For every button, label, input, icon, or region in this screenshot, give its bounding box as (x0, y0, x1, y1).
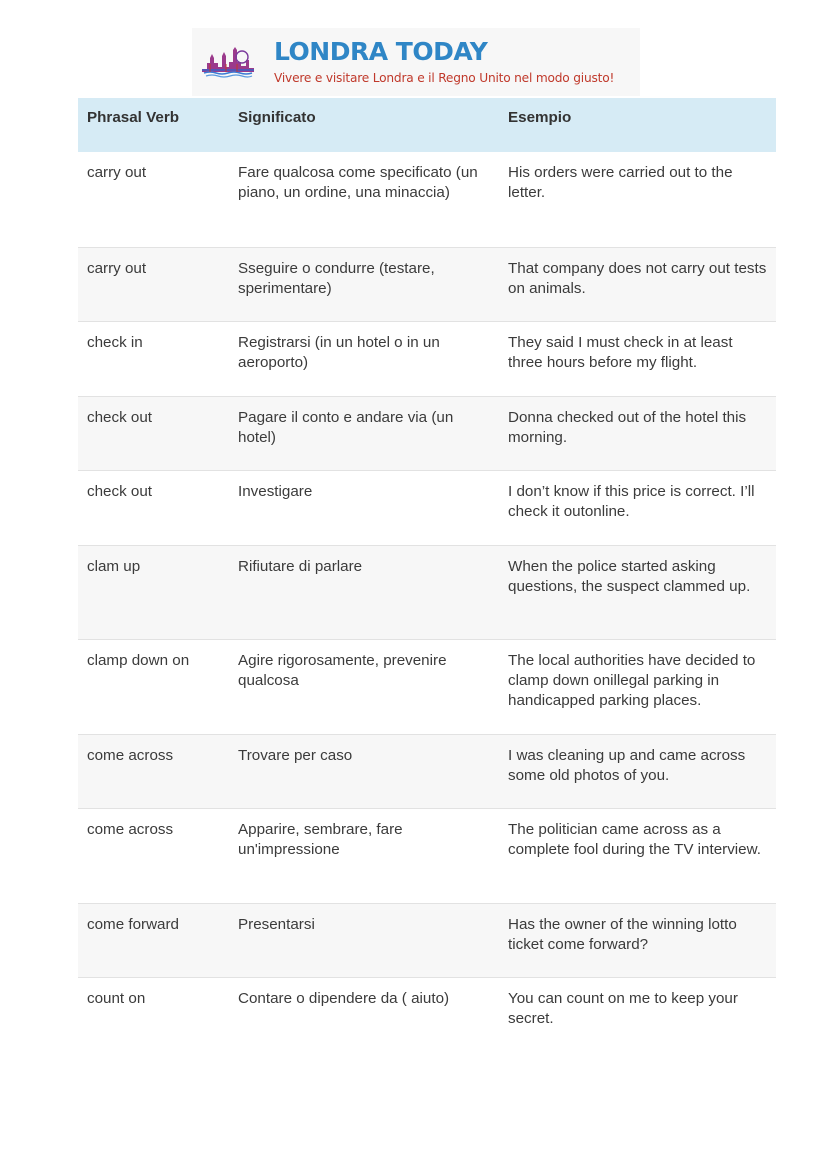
verb-cell: come across (78, 808, 229, 903)
meaning-cell: Registrarsi (in un hotel o in un aeroporto) (229, 321, 499, 396)
verb-cell: carry out (78, 247, 229, 321)
verb-cell: check in (78, 321, 229, 396)
verb-cell: carry out (78, 152, 229, 247)
example-cell: They said I must check in at least three hours before my flight. (499, 321, 776, 396)
table-row (78, 396, 776, 470)
london-skyline-icon (200, 42, 256, 82)
meaning-cell: Sseguire o condurre (testare, sperimentare) (229, 247, 499, 321)
table-row (78, 734, 776, 808)
column-header-esempio: Esempio (499, 98, 776, 152)
meaning-cell: Contare o dipendere da ( aiuto) (238, 989, 450, 1007)
meaning-cell: Presentarsi (229, 903, 499, 977)
example-cell: When the police started asking questions, the suspect clammed up. (499, 545, 776, 639)
table-row (78, 977, 776, 1051)
verb-cell: count on (87, 989, 146, 1007)
table-row (78, 903, 776, 977)
table-row (78, 545, 776, 639)
example-cell: The local authorities have decided to clamp down onillegal parking in handicapped parking places. (499, 639, 776, 734)
brand-title: LONDRA TODAY (274, 37, 488, 66)
meaning-cell: Fare qualcosa come specificato (un piano, un ordine, una minaccia) (229, 152, 499, 247)
example-cell: I don’t know if this price is correct. I’ll check it outonline. (499, 470, 776, 545)
meaning-cell: Pagare il conto e andare via (un hotel) (229, 396, 499, 470)
table-row (78, 639, 776, 734)
verb-cell: come across (78, 734, 229, 808)
example-cell: You can count on me to keep your secret. (508, 989, 738, 1027)
verb-cell: check out (78, 470, 229, 545)
verb-cell: clam up (78, 545, 229, 639)
example-cell: I was cleaning up and came across some old photos of you. (499, 734, 776, 808)
example-cell: Donna checked out of the hotel this morning. (499, 396, 776, 470)
table-header-row (78, 98, 776, 152)
verb-cell: check out (78, 396, 229, 470)
meaning-cell: Investigare (229, 470, 499, 545)
phrasal-verbs-table (78, 98, 776, 1051)
table-row (78, 321, 776, 396)
meaning-cell: Apparire, sembrare, fare un'impressione (229, 808, 499, 903)
meaning-cell: Trovare per caso (229, 734, 499, 808)
example-cell: Has the owner of the winning lotto ticket come forward? (499, 903, 776, 977)
column-header-significato: Significato (229, 98, 499, 152)
brand (274, 39, 614, 85)
example-cell: His orders were carried out to the letter. (499, 152, 776, 247)
table-row (78, 808, 776, 903)
verb-cell: come forward (78, 903, 229, 977)
table-row (78, 152, 776, 247)
column-header-phrasal-verb: Phrasal Verb (78, 98, 229, 152)
meaning-cell: Rifiutare di parlare (229, 545, 499, 639)
example-cell: That company does not carry out tests on animals. (499, 247, 776, 321)
verb-cell: clamp down on (78, 639, 229, 734)
meaning-cell: Agire rigorosamente, prevenire qualcosa (229, 639, 499, 734)
example-cell: The politician came across as a complete fool during the TV interview. (499, 808, 776, 903)
table-row (78, 470, 776, 545)
table-row (78, 247, 776, 321)
site-header (192, 28, 640, 96)
brand-tagline: Vivere e visitare Londra e il Regno Unito nel modo giusto! (274, 71, 615, 85)
